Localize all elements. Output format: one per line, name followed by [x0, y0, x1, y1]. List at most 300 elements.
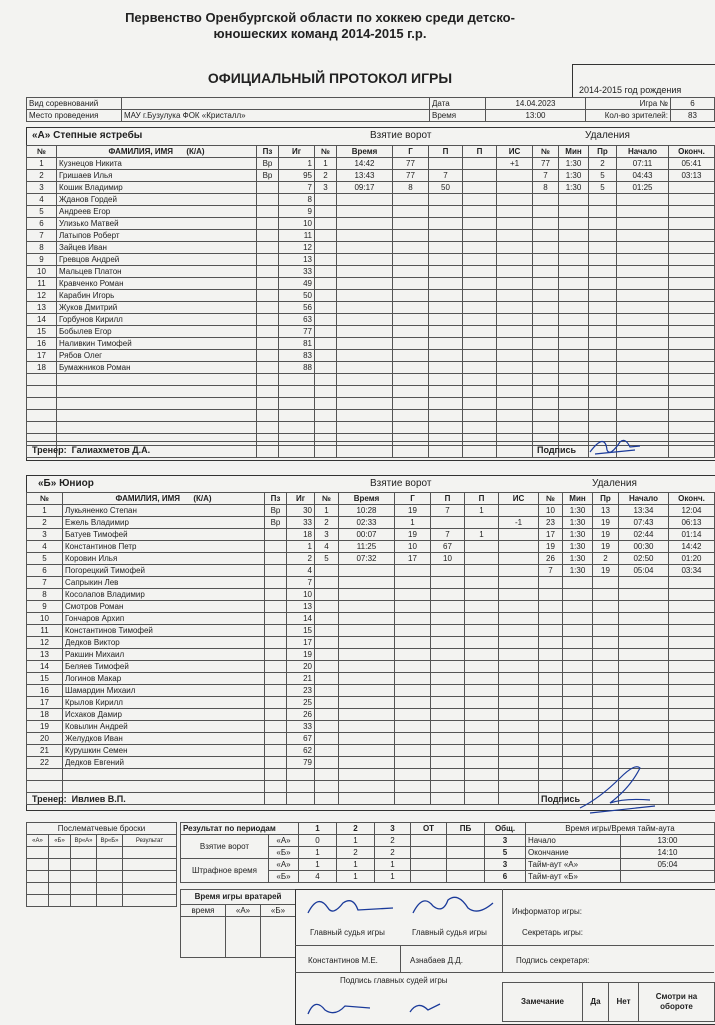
table-cell	[619, 733, 669, 745]
table-cell	[265, 673, 287, 685]
table-cell	[563, 721, 593, 733]
table-cell: Кузнецов Никита	[57, 158, 257, 170]
table-cell: Константинов Петр	[63, 541, 265, 553]
table-cell	[497, 338, 533, 350]
table-row	[27, 565, 315, 577]
table-cell	[431, 589, 465, 601]
table-row	[315, 529, 539, 541]
team-b-goals	[314, 492, 539, 805]
table-cell	[465, 601, 499, 613]
no-label: Нет	[609, 983, 639, 1022]
table-cell: 19	[593, 529, 619, 541]
divider	[295, 972, 714, 973]
table-cell	[337, 374, 393, 386]
table-cell	[619, 661, 669, 673]
table-row	[315, 673, 539, 685]
table-row	[539, 541, 715, 553]
timeout-b-value	[621, 871, 715, 883]
table-cell	[337, 362, 393, 374]
period-3: 3	[375, 823, 411, 835]
table-cell: 10	[395, 541, 431, 553]
table-cell	[669, 673, 715, 685]
table-row	[315, 565, 539, 577]
col-is: ИС	[499, 493, 539, 505]
yes-label: Да	[583, 983, 609, 1022]
informer-label: Информатор игры:	[512, 907, 582, 916]
table-cell: 14:42	[337, 158, 393, 170]
table-cell	[279, 386, 315, 398]
table-cell	[395, 769, 431, 781]
table-cell	[395, 793, 431, 805]
table-cell	[563, 589, 593, 601]
table-cell	[497, 230, 533, 242]
cell: 1	[299, 859, 337, 871]
table-cell	[265, 625, 287, 637]
table-cell	[337, 278, 393, 290]
col-p2: П	[465, 493, 499, 505]
col-time: Время	[339, 493, 395, 505]
table-cell	[497, 350, 533, 362]
col-p2: П	[463, 146, 497, 158]
table-cell: Зайцев Иван	[57, 242, 257, 254]
table-cell	[463, 422, 497, 434]
table-cell: 2	[593, 553, 619, 565]
table-cell	[465, 661, 499, 673]
table-cell: 19	[593, 517, 619, 529]
table-cell: Желудков Иван	[63, 733, 265, 745]
col-min: Мин	[563, 493, 593, 505]
table-cell: Логинов Макар	[63, 673, 265, 685]
table-cell	[539, 769, 563, 781]
timeout-b-label: Тайм-аут «Б»	[526, 871, 621, 883]
table-cell	[27, 386, 57, 398]
table-cell	[619, 649, 669, 661]
table-cell	[563, 577, 593, 589]
table-cell: 13	[287, 601, 315, 613]
table-cell	[533, 434, 559, 446]
table-cell	[559, 254, 589, 266]
table-cell	[315, 254, 337, 266]
so-a: «А»	[27, 835, 49, 847]
birth-year: 2014-2015 год рождения	[579, 85, 682, 95]
table-cell	[559, 242, 589, 254]
col-end: Оконч.	[669, 146, 715, 158]
table-row	[27, 769, 315, 781]
table-cell	[559, 326, 589, 338]
table-row	[27, 278, 315, 290]
period-1: 1	[299, 823, 337, 835]
table-cell	[617, 314, 669, 326]
table-cell	[395, 577, 431, 589]
table-row	[27, 314, 315, 326]
table-cell: 2	[315, 170, 337, 182]
table-cell	[619, 709, 669, 721]
table-row	[315, 757, 539, 769]
goalie-time-table	[180, 889, 296, 958]
table-cell	[429, 434, 463, 446]
game-label: Игра №	[586, 98, 671, 110]
table-cell	[539, 625, 563, 637]
table-cell	[393, 266, 429, 278]
table-cell: 13	[279, 254, 315, 266]
table-cell: Андреев Егор	[57, 206, 257, 218]
table-row	[315, 541, 539, 553]
table-cell	[337, 242, 393, 254]
table-cell	[429, 218, 463, 230]
table-cell	[395, 673, 431, 685]
table-row	[533, 314, 715, 326]
table-cell	[429, 398, 463, 410]
table-cell	[265, 589, 287, 601]
table-cell	[669, 386, 715, 398]
table-cell	[257, 410, 279, 422]
table-cell	[265, 757, 287, 769]
table-cell	[499, 553, 539, 565]
table-cell: 10	[431, 553, 465, 565]
table-cell	[27, 434, 57, 446]
cell	[181, 917, 226, 958]
table-cell: Беляев Тимофей	[63, 661, 265, 673]
table-cell: 01:14	[669, 529, 715, 541]
table-cell: 5	[27, 206, 57, 218]
table-row	[27, 733, 315, 745]
table-cell	[533, 374, 559, 386]
col-pz: Пз	[265, 493, 287, 505]
table-cell	[589, 350, 617, 362]
table-cell	[559, 218, 589, 230]
cell: 4	[299, 871, 337, 883]
table-cell	[533, 410, 559, 422]
table-cell: 77	[393, 158, 429, 170]
table-row	[27, 709, 315, 721]
table-row	[315, 302, 533, 314]
table-cell	[669, 242, 715, 254]
table-cell: Коровин Илья	[63, 553, 265, 565]
table-cell	[429, 158, 463, 170]
table-cell: 13	[27, 302, 57, 314]
table-row	[27, 206, 315, 218]
table-row	[533, 230, 715, 242]
table-cell: 00:30	[619, 541, 669, 553]
table-cell: 56	[279, 302, 315, 314]
table-row	[539, 517, 715, 529]
table-cell	[563, 613, 593, 625]
col-start: Начало	[619, 493, 669, 505]
table-row	[539, 709, 715, 721]
team-a-goals-title: Взятие ворот	[370, 130, 432, 141]
table-cell: 1:30	[563, 553, 593, 565]
table-cell: 33	[279, 266, 315, 278]
table-cell: 7	[431, 529, 465, 541]
table-cell	[499, 661, 539, 673]
table-cell	[669, 781, 715, 793]
table-cell: 12	[27, 290, 57, 302]
table-cell: 30	[287, 505, 315, 517]
table-cell	[499, 613, 539, 625]
table-cell	[429, 350, 463, 362]
table-cell	[257, 350, 279, 362]
table-cell	[563, 709, 593, 721]
table-cell	[669, 721, 715, 733]
table-cell	[463, 434, 497, 446]
table-cell	[539, 757, 563, 769]
table-cell	[27, 769, 63, 781]
table-cell	[617, 374, 669, 386]
table-cell	[265, 613, 287, 625]
table-cell	[559, 410, 589, 422]
table-row	[315, 697, 539, 709]
table-cell	[593, 697, 619, 709]
table-cell	[465, 721, 499, 733]
table-cell	[499, 577, 539, 589]
table-cell: 77	[393, 170, 429, 182]
table-cell	[123, 859, 177, 871]
table-cell	[337, 302, 393, 314]
table-row	[27, 290, 315, 302]
table-row	[315, 745, 539, 757]
table-row	[27, 781, 315, 793]
table-cell: 13	[27, 649, 63, 661]
col-num: №	[315, 493, 339, 505]
table-cell	[497, 386, 533, 398]
table-cell	[315, 410, 337, 422]
table-cell: Улизько Матвей	[57, 218, 257, 230]
table-cell	[395, 709, 431, 721]
table-cell	[589, 218, 617, 230]
table-cell	[533, 302, 559, 314]
table-cell	[393, 278, 429, 290]
table-cell	[97, 883, 123, 895]
table-cell: 10	[27, 266, 57, 278]
table-cell: 81	[279, 338, 315, 350]
table-cell	[393, 410, 429, 422]
table-cell	[669, 434, 715, 446]
table-cell: 67	[431, 541, 465, 553]
table-cell	[63, 781, 265, 793]
table-cell	[257, 434, 279, 446]
table-cell	[431, 577, 465, 589]
table-cell	[465, 577, 499, 589]
table-cell	[315, 314, 337, 326]
table-cell: 11	[27, 625, 63, 637]
table-cell: 21	[287, 673, 315, 685]
table-cell: 1	[395, 517, 431, 529]
table-row	[27, 529, 315, 541]
cell: 3	[485, 835, 526, 847]
col-pr: Пр	[593, 493, 619, 505]
table-row	[27, 673, 315, 685]
table-cell	[669, 182, 715, 194]
table-cell	[563, 625, 593, 637]
table-cell	[315, 577, 339, 589]
table-cell	[395, 697, 431, 709]
table-cell	[619, 625, 669, 637]
table-cell: 1	[27, 158, 57, 170]
table-cell	[315, 422, 337, 434]
table-cell	[257, 326, 279, 338]
table-row	[315, 398, 533, 410]
table-cell	[337, 314, 393, 326]
table-cell	[589, 230, 617, 242]
table-cell: 18	[27, 362, 57, 374]
table-cell: Жуков Дмитрий	[57, 302, 257, 314]
table-cell: 95	[279, 170, 315, 182]
table-cell	[429, 278, 463, 290]
table-cell: 00:07	[339, 529, 395, 541]
shootout-title: Послематчевые броски	[27, 823, 177, 835]
table-cell	[393, 314, 429, 326]
col-num: №	[539, 493, 563, 505]
table-row	[27, 745, 315, 757]
table-cell: 15	[27, 326, 57, 338]
table-cell	[499, 757, 539, 769]
table-cell	[429, 446, 463, 458]
date-value: 14.04.2023	[486, 98, 586, 110]
spectators-label: Кол-во зрителей:	[586, 110, 671, 122]
table-cell: 07:11	[617, 158, 669, 170]
table-cell	[559, 278, 589, 290]
table-cell: 02:50	[619, 553, 669, 565]
table-row	[27, 362, 315, 374]
table-cell	[265, 553, 287, 565]
table-cell	[593, 685, 619, 697]
table-cell: 25	[287, 697, 315, 709]
table-cell: 2	[27, 170, 57, 182]
table-cell	[339, 601, 395, 613]
table-cell	[563, 661, 593, 673]
col-p: П	[431, 493, 465, 505]
team-a-label: «А»	[269, 859, 299, 871]
table-cell	[669, 374, 715, 386]
cell: 1	[375, 859, 411, 871]
team-b-label: «Б»	[269, 871, 299, 883]
table-cell	[257, 206, 279, 218]
table-cell: Латыпов Роберт	[57, 230, 257, 242]
table-row	[533, 386, 715, 398]
table-row	[315, 254, 533, 266]
col-num: №	[533, 146, 559, 158]
table-cell	[533, 230, 559, 242]
table-cell: 05:04	[619, 565, 669, 577]
table-row	[27, 613, 315, 625]
table-row	[27, 505, 315, 517]
table-cell: Вр	[257, 158, 279, 170]
table-cell	[499, 709, 539, 721]
table-cell: Гришаев Илья	[57, 170, 257, 182]
table-cell	[395, 613, 431, 625]
table-cell	[27, 422, 57, 434]
table-cell	[617, 242, 669, 254]
table-cell	[669, 661, 715, 673]
table-cell: 2	[287, 553, 315, 565]
table-cell	[431, 697, 465, 709]
table-row	[27, 194, 315, 206]
review-label: Смотри на обороте	[639, 983, 715, 1022]
table-cell	[265, 661, 287, 673]
table-cell	[279, 422, 315, 434]
table-cell: 13:34	[619, 505, 669, 517]
table-row	[27, 517, 315, 529]
table-row	[533, 302, 715, 314]
table-row	[315, 158, 533, 170]
table-cell: 1	[287, 541, 315, 553]
table-cell: Карабин Игорь	[57, 290, 257, 302]
table-cell	[533, 338, 559, 350]
col-ig: Иг	[279, 146, 315, 158]
table-cell	[539, 673, 563, 685]
table-cell	[465, 517, 499, 529]
table-cell: 77	[279, 326, 315, 338]
table-cell	[279, 434, 315, 446]
table-cell	[429, 266, 463, 278]
table-cell: 33	[287, 721, 315, 733]
table-cell: 49	[279, 278, 315, 290]
goalie-b: «Б»	[261, 905, 296, 917]
table-cell: 5	[27, 553, 63, 565]
table-cell	[337, 194, 393, 206]
table-cell	[669, 410, 715, 422]
table-cell	[257, 386, 279, 398]
table-cell	[315, 625, 339, 637]
table-cell	[429, 194, 463, 206]
remark-label: Замечание	[503, 983, 583, 1022]
table-cell	[463, 254, 497, 266]
table-cell: 8	[27, 589, 63, 601]
table-cell	[499, 721, 539, 733]
table-row	[315, 613, 539, 625]
table-cell	[431, 517, 465, 529]
game-time-title: Время игры/Время тайм-аута	[526, 823, 715, 835]
table-cell	[315, 398, 337, 410]
table-cell	[563, 601, 593, 613]
table-cell	[669, 613, 715, 625]
team-a-signature-label: Подпись	[537, 445, 577, 455]
table-cell	[465, 733, 499, 745]
table-cell: 11:25	[339, 541, 395, 553]
table-cell	[497, 446, 533, 458]
table-cell: 19	[593, 541, 619, 553]
table-cell: 19	[27, 721, 63, 733]
table-cell	[499, 769, 539, 781]
table-cell	[539, 649, 563, 661]
table-cell	[337, 410, 393, 422]
competition-label: Вид соревнований	[27, 98, 122, 110]
table-cell	[393, 422, 429, 434]
table-cell	[315, 374, 337, 386]
table-row	[533, 398, 715, 410]
table-cell	[431, 709, 465, 721]
table-row	[533, 338, 715, 350]
table-row	[27, 685, 315, 697]
table-cell	[123, 871, 177, 883]
table-cell	[497, 170, 533, 182]
table-cell: 17	[27, 697, 63, 709]
col-end: Оконч.	[669, 493, 715, 505]
table-cell	[463, 290, 497, 302]
table-cell	[669, 266, 715, 278]
col-num: №	[315, 146, 337, 158]
table-cell	[497, 218, 533, 230]
table-cell: 3	[315, 182, 337, 194]
table-cell: 9	[27, 254, 57, 266]
table-cell: 7	[279, 182, 315, 194]
table-cell: 5	[589, 170, 617, 182]
table-cell	[395, 745, 431, 757]
table-row	[539, 613, 715, 625]
team-a-goals	[314, 145, 533, 458]
table-cell	[315, 613, 339, 625]
table-row	[27, 883, 177, 895]
